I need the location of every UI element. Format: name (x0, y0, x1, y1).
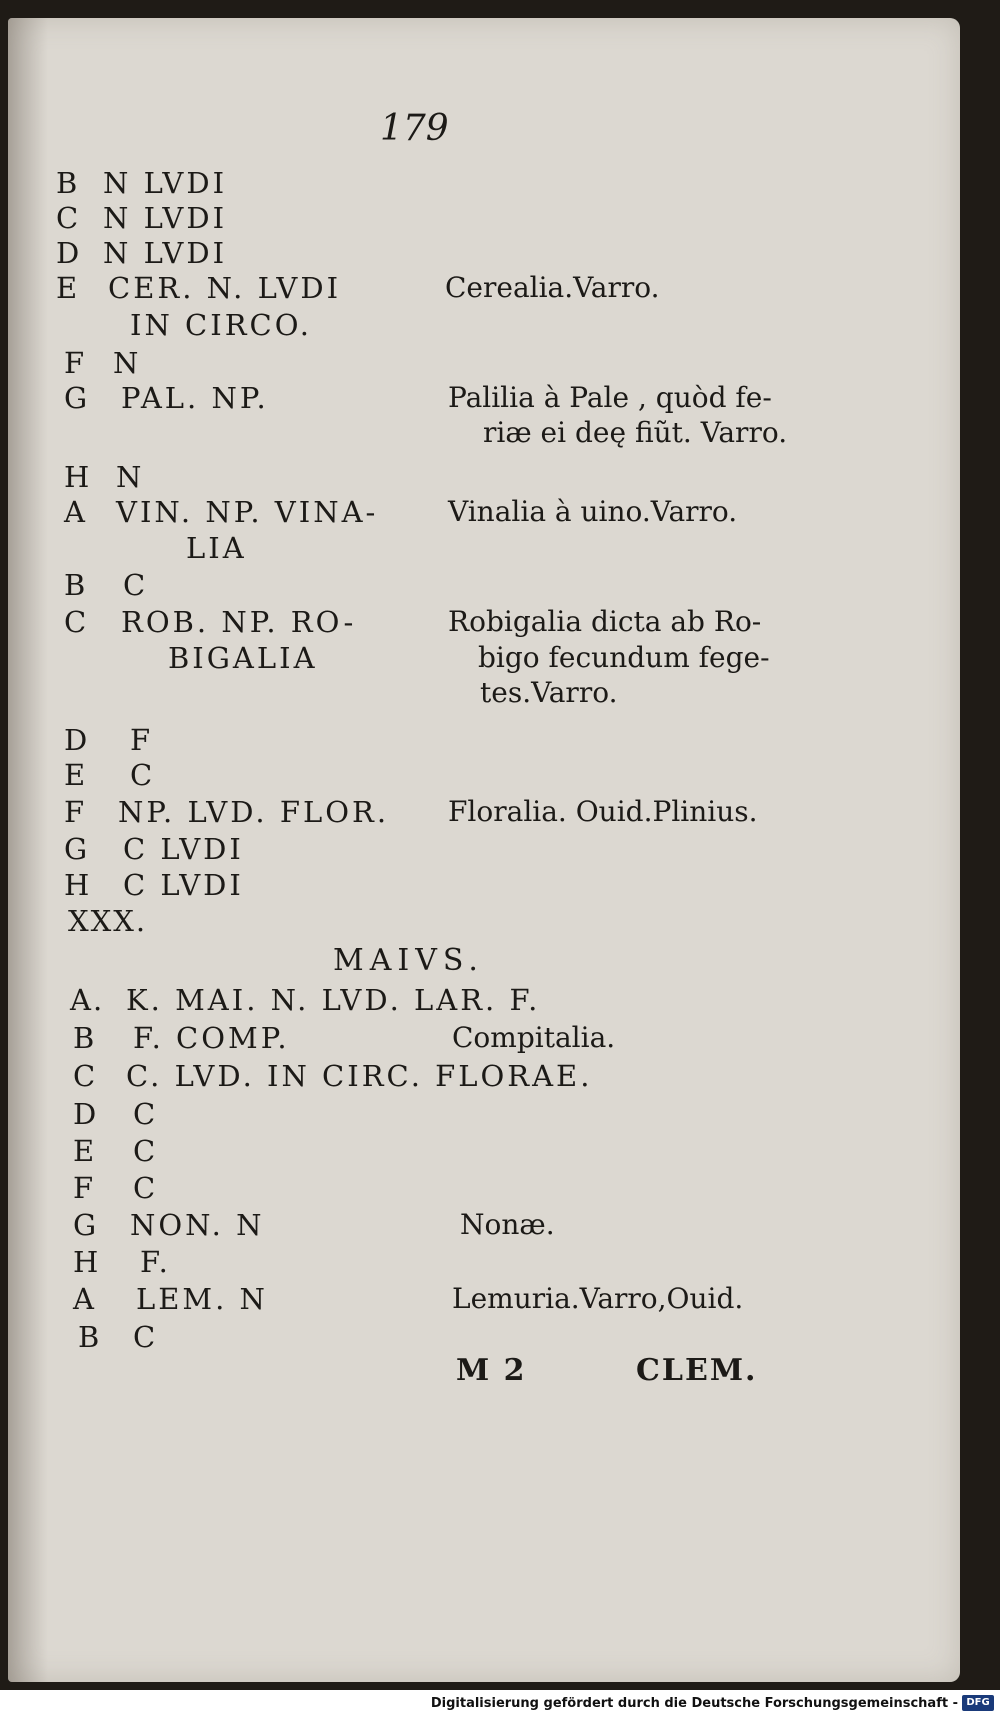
day-letter: C (73, 1059, 98, 1093)
commentary: Floralia. Ouid.Plinius. (448, 795, 758, 828)
day-letter: F (64, 346, 87, 380)
day-letter: A (73, 1282, 96, 1316)
feria-entry: BIGALIA (168, 641, 318, 675)
commentary: riæ ei deę fiũt. Varro. (483, 416, 788, 449)
day-letter: D (64, 723, 90, 757)
signature-mark: M 2 (456, 1353, 527, 1388)
day-letter: E (64, 758, 88, 792)
commentary: Compitalia. (452, 1021, 616, 1054)
folio-number: 179 (380, 108, 449, 149)
book-page (8, 18, 960, 1682)
catchword: CLEM. (636, 1353, 758, 1388)
day-letter: B (78, 1320, 102, 1354)
feria-entry: N LVDI (103, 236, 228, 270)
dfg-logo: DFG (962, 1695, 994, 1711)
day-letter: G (64, 832, 90, 866)
feria-entry: VIN. NP. VINA- (116, 495, 379, 529)
feria-entry: C (133, 1171, 159, 1205)
feria-entry: C. LVD. IN CIRC. FLORAE. (126, 1059, 593, 1093)
feria-entry: N (113, 346, 142, 380)
day-letter: E (56, 271, 80, 305)
feria-entry: LEM. N (136, 1282, 268, 1316)
day-letter: H (64, 460, 92, 494)
day-letter: G (73, 1208, 99, 1242)
day-letter: A (64, 495, 87, 529)
feria-entry: NP. LVD. FLOR. (118, 795, 390, 829)
commentary: bigo fecundum fege- (478, 641, 770, 674)
feria-entry: NON. N (130, 1208, 265, 1242)
footer-credit: Digitalisierung gefördert durch die Deutsche Forschungsgemeinschaft - (430, 1696, 958, 1711)
day-letter: F (73, 1171, 96, 1205)
commentary: Nonæ. (460, 1208, 555, 1241)
feria-entry: F. COMP. (133, 1021, 290, 1055)
feria-entry: C (133, 1097, 159, 1131)
feria-entry: F (130, 723, 154, 757)
feria-entry: C LVDI (123, 868, 244, 902)
feria-entry: CER. N. LVDI (108, 271, 342, 305)
feria-entry: F. (140, 1245, 171, 1279)
day-letter: A. (70, 983, 105, 1017)
day-letter: H (64, 868, 92, 902)
day-letter: C (56, 201, 81, 235)
feria-entry: C LVDI (123, 832, 244, 866)
day-letter: E (73, 1134, 97, 1168)
day-letter: C (64, 605, 89, 639)
commentary: Palilia à Pale , quòd fe- (448, 381, 772, 414)
commentary: Vinalia à uino.Varro. (448, 495, 738, 528)
commentary: Cerealia.Varro. (445, 271, 660, 304)
feria-entry: N LVDI (103, 166, 228, 200)
feria-entry: ROB. NP. RO- (121, 605, 357, 639)
digitization-footer (0, 1690, 1000, 1717)
feria-entry: C (133, 1320, 159, 1354)
day-letter: G (64, 381, 90, 415)
day-letter: B (56, 166, 80, 200)
day-letter: D (73, 1097, 99, 1131)
day-letter: F (64, 795, 87, 829)
feria-entry: C (133, 1134, 159, 1168)
feria-entry: LIA (186, 531, 247, 565)
month-heading: MAIVS. (333, 943, 484, 978)
feria-entry: C (130, 758, 156, 792)
day-letter: B (64, 568, 88, 602)
day-letter: D (56, 236, 82, 270)
feria-entry: K. MAI. N. LVD. LAR. F. (126, 983, 541, 1017)
commentary: Lemuria.Varro,Ouid. (452, 1282, 744, 1315)
feria-entry: N LVDI (103, 201, 228, 235)
commentary: Robigalia dicta ab Ro- (448, 605, 762, 638)
feria-entry: IN CIRCO. (130, 308, 313, 342)
day-count: XXX. (68, 904, 148, 938)
feria-entry: PAL. NP. (121, 381, 269, 415)
commentary: tes.Varro. (480, 676, 618, 709)
day-letter: B (73, 1021, 97, 1055)
feria-entry: C (123, 568, 149, 602)
feria-entry: N (116, 460, 145, 494)
day-letter: H (73, 1245, 101, 1279)
